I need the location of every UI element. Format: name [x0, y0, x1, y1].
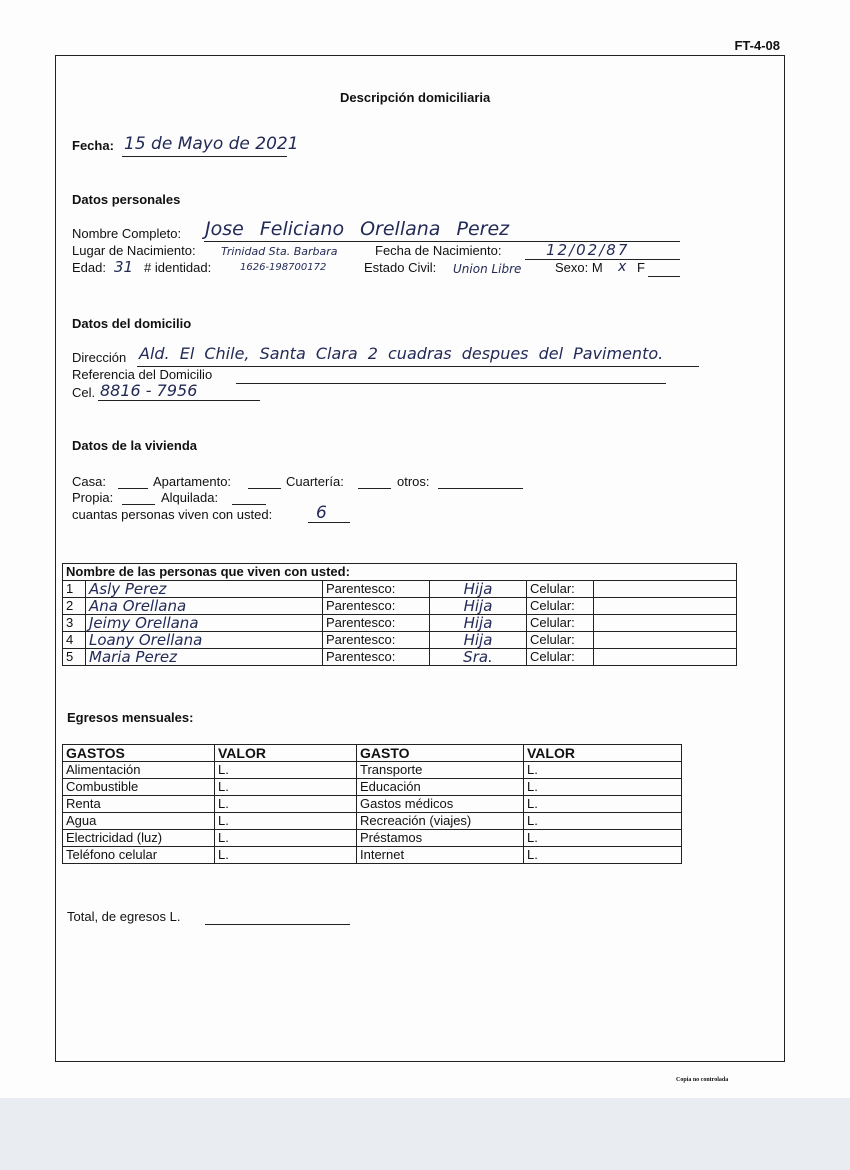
- celular-label: Celular:: [527, 598, 594, 615]
- gasto-item: Transporte: [357, 762, 524, 779]
- cel-line: [98, 400, 260, 401]
- casa-line: [118, 488, 148, 489]
- apartamento-line: [248, 488, 281, 489]
- celular-label: Celular:: [527, 649, 594, 666]
- gasto-item: Gastos médicos: [357, 796, 524, 813]
- celular-label: Celular:: [527, 615, 594, 632]
- gasto-valor: L.: [215, 779, 357, 796]
- table-row: [63, 847, 682, 864]
- col-valor2-header: VALOR: [524, 745, 682, 762]
- gasto-valor: L.: [524, 796, 682, 813]
- table-row: [63, 615, 737, 632]
- gasto-item: Internet: [357, 847, 524, 864]
- sexo-label: Sexo: M: [555, 260, 603, 275]
- table-row: [63, 830, 682, 847]
- col-gasto-header: GASTO: [357, 745, 524, 762]
- lugar-label: Lugar de Nacimiento:: [72, 243, 196, 258]
- celular-label: Celular:: [527, 581, 594, 598]
- persona-parentesco: Hija: [430, 598, 527, 615]
- persona-celular: [594, 581, 737, 598]
- persona-celular: [594, 615, 737, 632]
- table-row: [63, 581, 737, 598]
- table-row: [63, 598, 737, 615]
- gasto-valor: L.: [524, 830, 682, 847]
- otros-label: otros:: [397, 474, 430, 489]
- table-row: [63, 745, 682, 762]
- parentesco-label: Parentesco:: [323, 615, 430, 632]
- gasto-valor: L.: [215, 796, 357, 813]
- gasto-item: Teléfono celular: [63, 847, 215, 864]
- edad-label: Edad:: [72, 260, 106, 275]
- alquilada-line: [232, 504, 266, 505]
- table-row: [63, 632, 737, 649]
- parentesco-label: Parentesco:: [323, 632, 430, 649]
- cuarteria-line: [358, 488, 391, 489]
- estado-civil-value: Union Libre: [453, 262, 522, 276]
- personas-table-header: Nombre de las personas que viven con usted:: [63, 564, 737, 581]
- direccion-value: Ald. El Chile, Santa Clara 2 cuadras despues del Pavimento.: [139, 344, 664, 363]
- gasto-item: Recreación (viajes): [357, 813, 524, 830]
- direccion-label: Dirección: [72, 350, 127, 365]
- sexo-line: [648, 276, 680, 277]
- row-number: 3: [63, 615, 86, 632]
- fecha-label: Fecha:: [72, 138, 114, 153]
- estado-civil-label: Estado Civil:: [364, 260, 437, 275]
- persona-nombre: Loany Orellana: [86, 632, 323, 649]
- row-number: 2: [63, 598, 86, 615]
- nombre-label: Nombre Completo:: [72, 226, 182, 241]
- total-egresos-line: [205, 924, 350, 925]
- direccion-line: [137, 366, 699, 367]
- cel-value: 8816 - 7956: [100, 381, 198, 400]
- sexo-value: x: [618, 259, 627, 275]
- gasto-valor: L.: [215, 762, 357, 779]
- personas-table: [62, 563, 737, 666]
- domicilio-heading: Datos del domicilio: [72, 316, 192, 331]
- persona-celular: [594, 598, 737, 615]
- table-row: [63, 779, 682, 796]
- table-row: [63, 796, 682, 813]
- referencia-line: [236, 383, 666, 384]
- alquilada-label: Alquilada:: [161, 490, 219, 505]
- gasto-item: Educación: [357, 779, 524, 796]
- gasto-item: Alimentación: [63, 762, 215, 779]
- vivienda-heading: Datos de la vivienda: [72, 438, 197, 453]
- personal-heading: Datos personales: [72, 192, 181, 207]
- form-code: FT-4-08: [734, 38, 780, 53]
- table-row: [63, 813, 682, 830]
- footer-note: Copia no controlada: [676, 1077, 729, 1083]
- row-number: 5: [63, 649, 86, 666]
- egresos-table: [62, 744, 682, 864]
- gasto-item: Combustible: [63, 779, 215, 796]
- identidad-value: 1626-198700172: [240, 262, 327, 273]
- parentesco-label: Parentesco:: [323, 581, 430, 598]
- persona-nombre: Maria Perez: [86, 649, 323, 666]
- otros-line: [438, 488, 523, 489]
- personas-value: 6: [316, 503, 327, 523]
- col-valor-header: VALOR: [215, 745, 357, 762]
- personas-line: [308, 522, 350, 523]
- gasto-valor: L.: [215, 813, 357, 830]
- table-row: [63, 762, 682, 779]
- propia-label: Propia:: [72, 490, 114, 505]
- col-gastos-header: GASTOS: [63, 745, 215, 762]
- gasto-item: Agua: [63, 813, 215, 830]
- gasto-valor: L.: [215, 830, 357, 847]
- row-number: 1: [63, 581, 86, 598]
- table-row: [63, 564, 737, 581]
- persona-nombre: Asly Perez: [86, 581, 323, 598]
- persona-nombre: Ana Orellana: [86, 598, 323, 615]
- persona-parentesco: Hija: [430, 581, 527, 598]
- gasto-valor: L.: [524, 847, 682, 864]
- gasto-item: Renta: [63, 796, 215, 813]
- identidad-label: # identidad:: [144, 260, 212, 275]
- parentesco-label: Parentesco:: [323, 598, 430, 615]
- gasto-valor: L.: [524, 779, 682, 796]
- gasto-item: Préstamos: [357, 830, 524, 847]
- gasto-valor: L.: [524, 762, 682, 779]
- fecha-line: [122, 156, 287, 157]
- casa-label: Casa:: [72, 474, 106, 489]
- nombre-value: Jose Feliciano Orellana Perez: [205, 218, 510, 240]
- persona-parentesco: Sra.: [430, 649, 527, 666]
- gasto-item: Electricidad (luz): [63, 830, 215, 847]
- referencia-label: Referencia del Domicilio: [72, 367, 213, 382]
- cuarteria-label: Cuartería:: [286, 474, 344, 489]
- cel-label: Cel.: [72, 385, 96, 400]
- lugar-value: Trinidad Sta. Barbara: [221, 245, 338, 258]
- gasto-valor: L.: [524, 813, 682, 830]
- total-egresos-label: Total, de egresos L.: [67, 909, 181, 924]
- page-title: Descripción domiciliaria: [340, 90, 491, 105]
- fecha-nac-label: Fecha de Nacimiento:: [375, 243, 502, 258]
- persona-celular: [594, 632, 737, 649]
- persona-parentesco: Hija: [430, 615, 527, 632]
- egresos-heading: Egresos mensuales:: [67, 710, 194, 725]
- personas-label: cuantas personas viven con usted:: [72, 507, 273, 522]
- fecha-value: 15 de Mayo de 2021: [124, 134, 299, 154]
- apartamento-label: Apartamento:: [153, 474, 232, 489]
- row-number: 4: [63, 632, 86, 649]
- propia-line: [122, 504, 155, 505]
- persona-nombre: Jeimy Orellana: [86, 615, 323, 632]
- celular-label: Celular:: [527, 632, 594, 649]
- gasto-valor: L.: [215, 847, 357, 864]
- sexo-f-label: F: [637, 260, 645, 275]
- edad-value: 31: [114, 258, 134, 276]
- fecha-nac-value: 12/02/87: [546, 241, 630, 259]
- persona-celular: [594, 649, 737, 666]
- table-row: [63, 649, 737, 666]
- parentesco-label: Parentesco:: [323, 649, 430, 666]
- persona-parentesco: Hija: [430, 632, 527, 649]
